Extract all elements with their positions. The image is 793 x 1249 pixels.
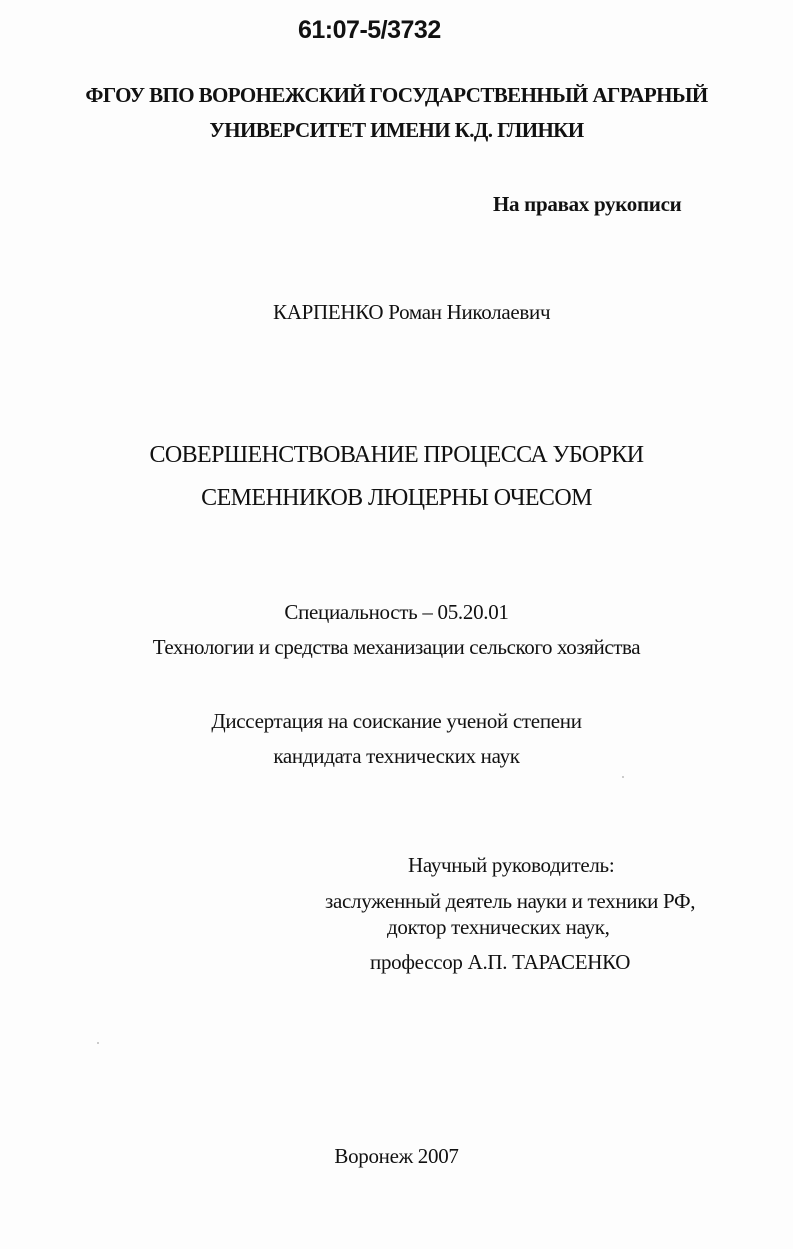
author-name: КАРПЕНКО Роман Николаевич	[273, 300, 551, 324]
scan-speck	[97, 1042, 99, 1044]
registration-code: 61:07-5/3732	[298, 16, 441, 44]
place-and-year: Воронеж 2007	[334, 1144, 459, 1168]
degree-line-2: кандидата технических наук	[273, 744, 520, 768]
dissertation-title-line-2: СЕМЕННИКОВ ЛЮЦЕРНЫ ОЧЕСОМ	[201, 485, 592, 511]
rights-notice: На правах рукописи	[493, 192, 682, 216]
supervisor-title-line-2: доктор технических наук,	[387, 915, 610, 939]
organization-line-2: УНИВЕРСИТЕТ ИМЕНИ К.Д. ГЛИНКИ	[209, 118, 584, 142]
specialty-code: Специальность – 05.20.01	[284, 600, 509, 624]
scan-speck	[622, 776, 624, 778]
supervisor-title-line-1: заслуженный деятель науки и техники РФ,	[325, 889, 696, 913]
supervisor-heading: Научный руководитель:	[408, 853, 615, 877]
specialty-name: Технологии и средства механизации сельского хозяйства	[152, 635, 641, 659]
organization-line-1: ФГОУ ВПО ВОРОНЕЖСКИЙ ГОСУДАРСТВЕННЫЙ АГРАРНЫЙ	[85, 83, 708, 107]
supervisor-name: профессор А.П. ТАРАСЕНКО	[370, 950, 631, 974]
degree-line-1: Диссертация на соискание ученой степени	[211, 709, 582, 733]
dissertation-title-line-1: СОВЕРШЕНСТВОВАНИЕ ПРОЦЕССА УБОРКИ	[149, 442, 644, 468]
